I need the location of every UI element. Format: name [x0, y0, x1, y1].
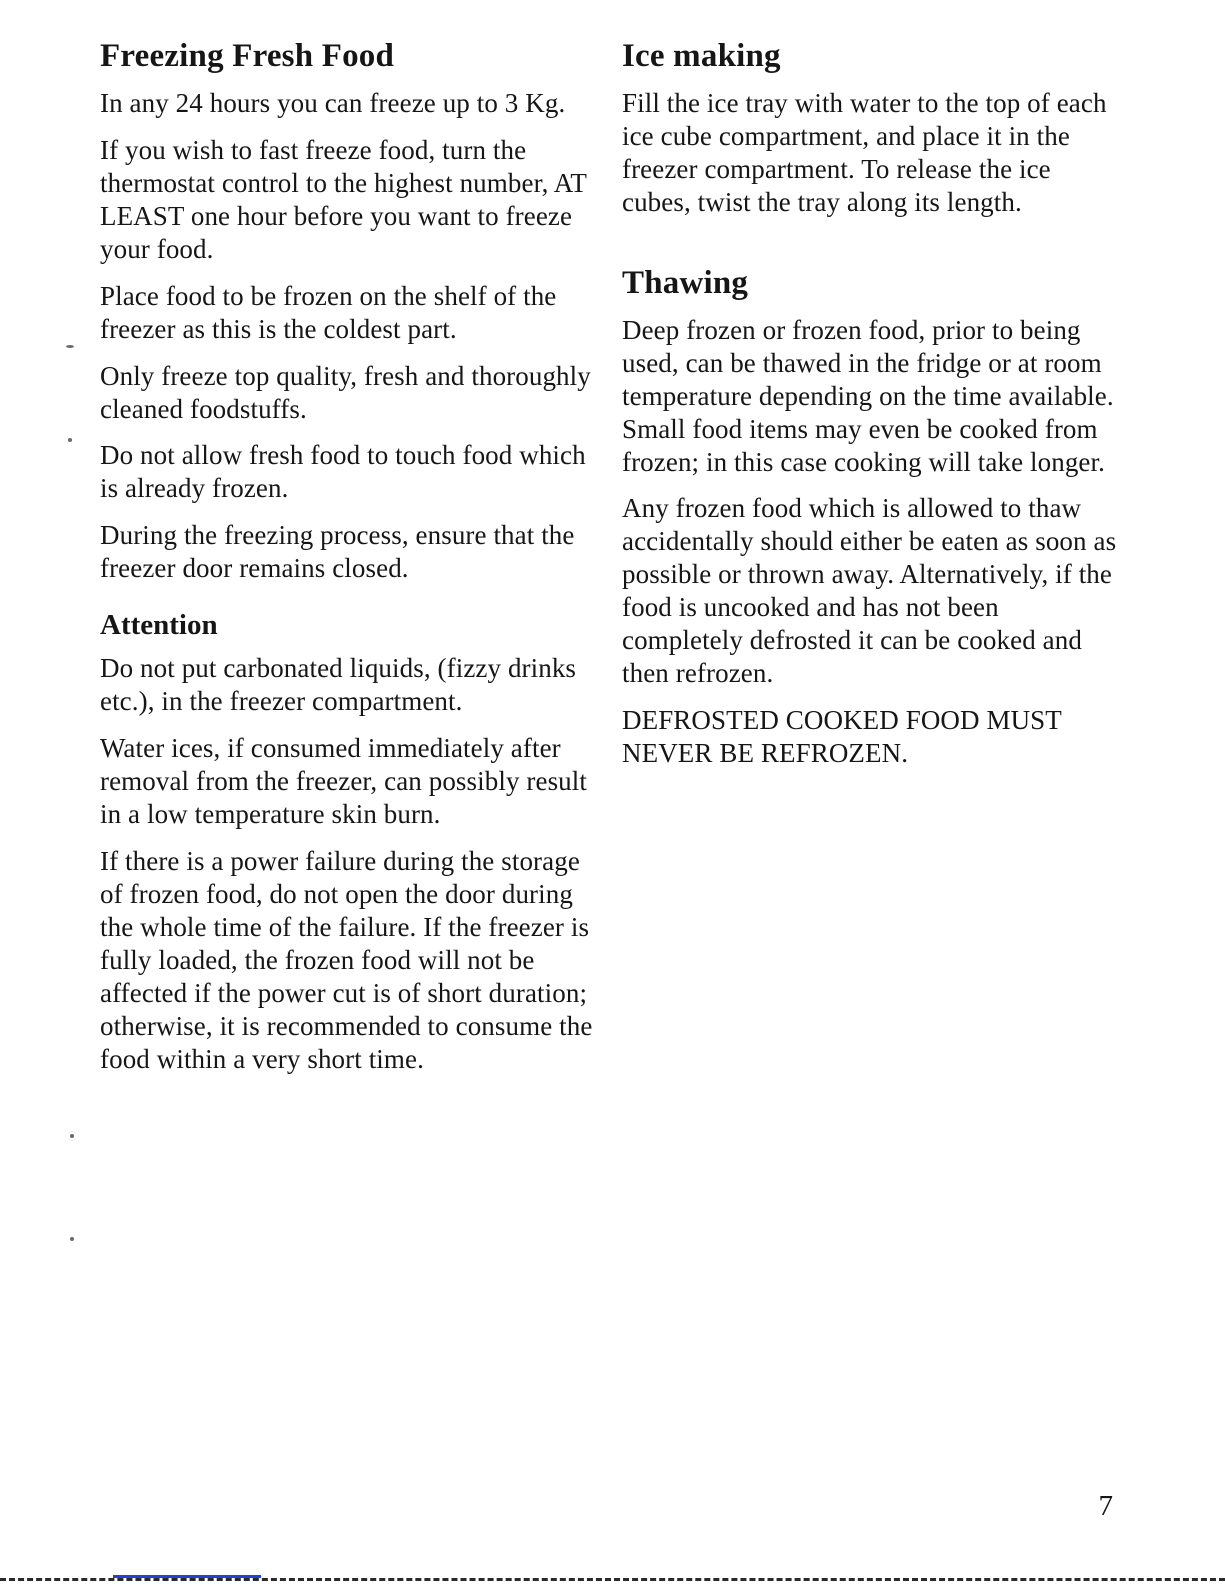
paragraph: In any 24 hours you can freeze up to 3 Kg.: [100, 88, 566, 118]
scan-speck: [70, 1237, 74, 1241]
paragraph: Any frozen food which is allowed to thaw accidentally should either be eaten as soon as possible or thrown away. Alternatively, if the food is uncooked and has not been completely defrosted it can be cooked and then refrozen.: [622, 493, 1117, 689]
section-heading-attention: Attention: [100, 609, 218, 642]
scan-edge-line: [0, 1578, 1225, 1581]
section-ice-making: [622, 38, 1120, 219]
page-number: 7: [1098, 1490, 1113, 1522]
section-attention: [100, 609, 598, 1075]
section-heading-freezing-fresh-food: Freezing Fresh Food: [100, 38, 395, 74]
paragraph: Deep frozen or frozen food, prior to being used, can be thawed in the fridge or at room temperature depending on the time available. Small food items may even be cooked from frozen; in this case cooking will take longer.: [622, 314, 1114, 477]
paragraph: Place food to be frozen on the shelf of the freezer as this is the coldest part.: [100, 280, 557, 344]
paragraph: Fill the ice tray with water to the top of each ice cube compartment, and place it in the freezer compartment. To release the ice cubes, twist the tray along its length.: [622, 88, 1107, 217]
section-thawing: [622, 265, 1120, 770]
paragraph: If you wish to fast freeze food, turn the thermostat control to the highest number, AT LEAST one hour before you want to freeze your food.: [100, 134, 587, 264]
paragraph: If there is a power failure during the storage of frozen food, do not open the door during the whole time of the failure. If the freezer is fully loaded, the frozen food will not be affected if the power cut is of short duration; otherwise, it is recommended to consume the food within a very short time.: [100, 845, 593, 1074]
section-heading-ice-making: Ice making: [622, 38, 781, 74]
paragraph: DEFROSTED COOKED FOOD MUST NEVER BE REFROZEN.: [622, 705, 1062, 768]
scan-blue-mark: [113, 1575, 261, 1578]
paragraph: Do not put carbonated liquids, (fizzy drinks etc.), in the freezer compartment.: [100, 653, 577, 717]
paragraph: Do not allow fresh food to touch food which is already frozen.: [100, 440, 586, 504]
scan-speck: [70, 1134, 74, 1138]
right-column: [622, 38, 1120, 784]
scan-speck: [68, 438, 72, 442]
left-column: [100, 38, 598, 1089]
section-heading-thawing: Thawing: [622, 264, 749, 301]
section-freezing-fresh-food: [100, 38, 598, 585]
paragraph: During the freezing process, ensure that the freezer door remains closed.: [100, 520, 575, 584]
paragraph: Water ices, if consumed immediately after removal from the freezer, can possibly result in a low temperature skin burn.: [100, 733, 587, 829]
paragraph: Only freeze top quality, fresh and thoroughly cleaned foodstuffs.: [100, 360, 591, 424]
scan-speck: [66, 345, 74, 348]
